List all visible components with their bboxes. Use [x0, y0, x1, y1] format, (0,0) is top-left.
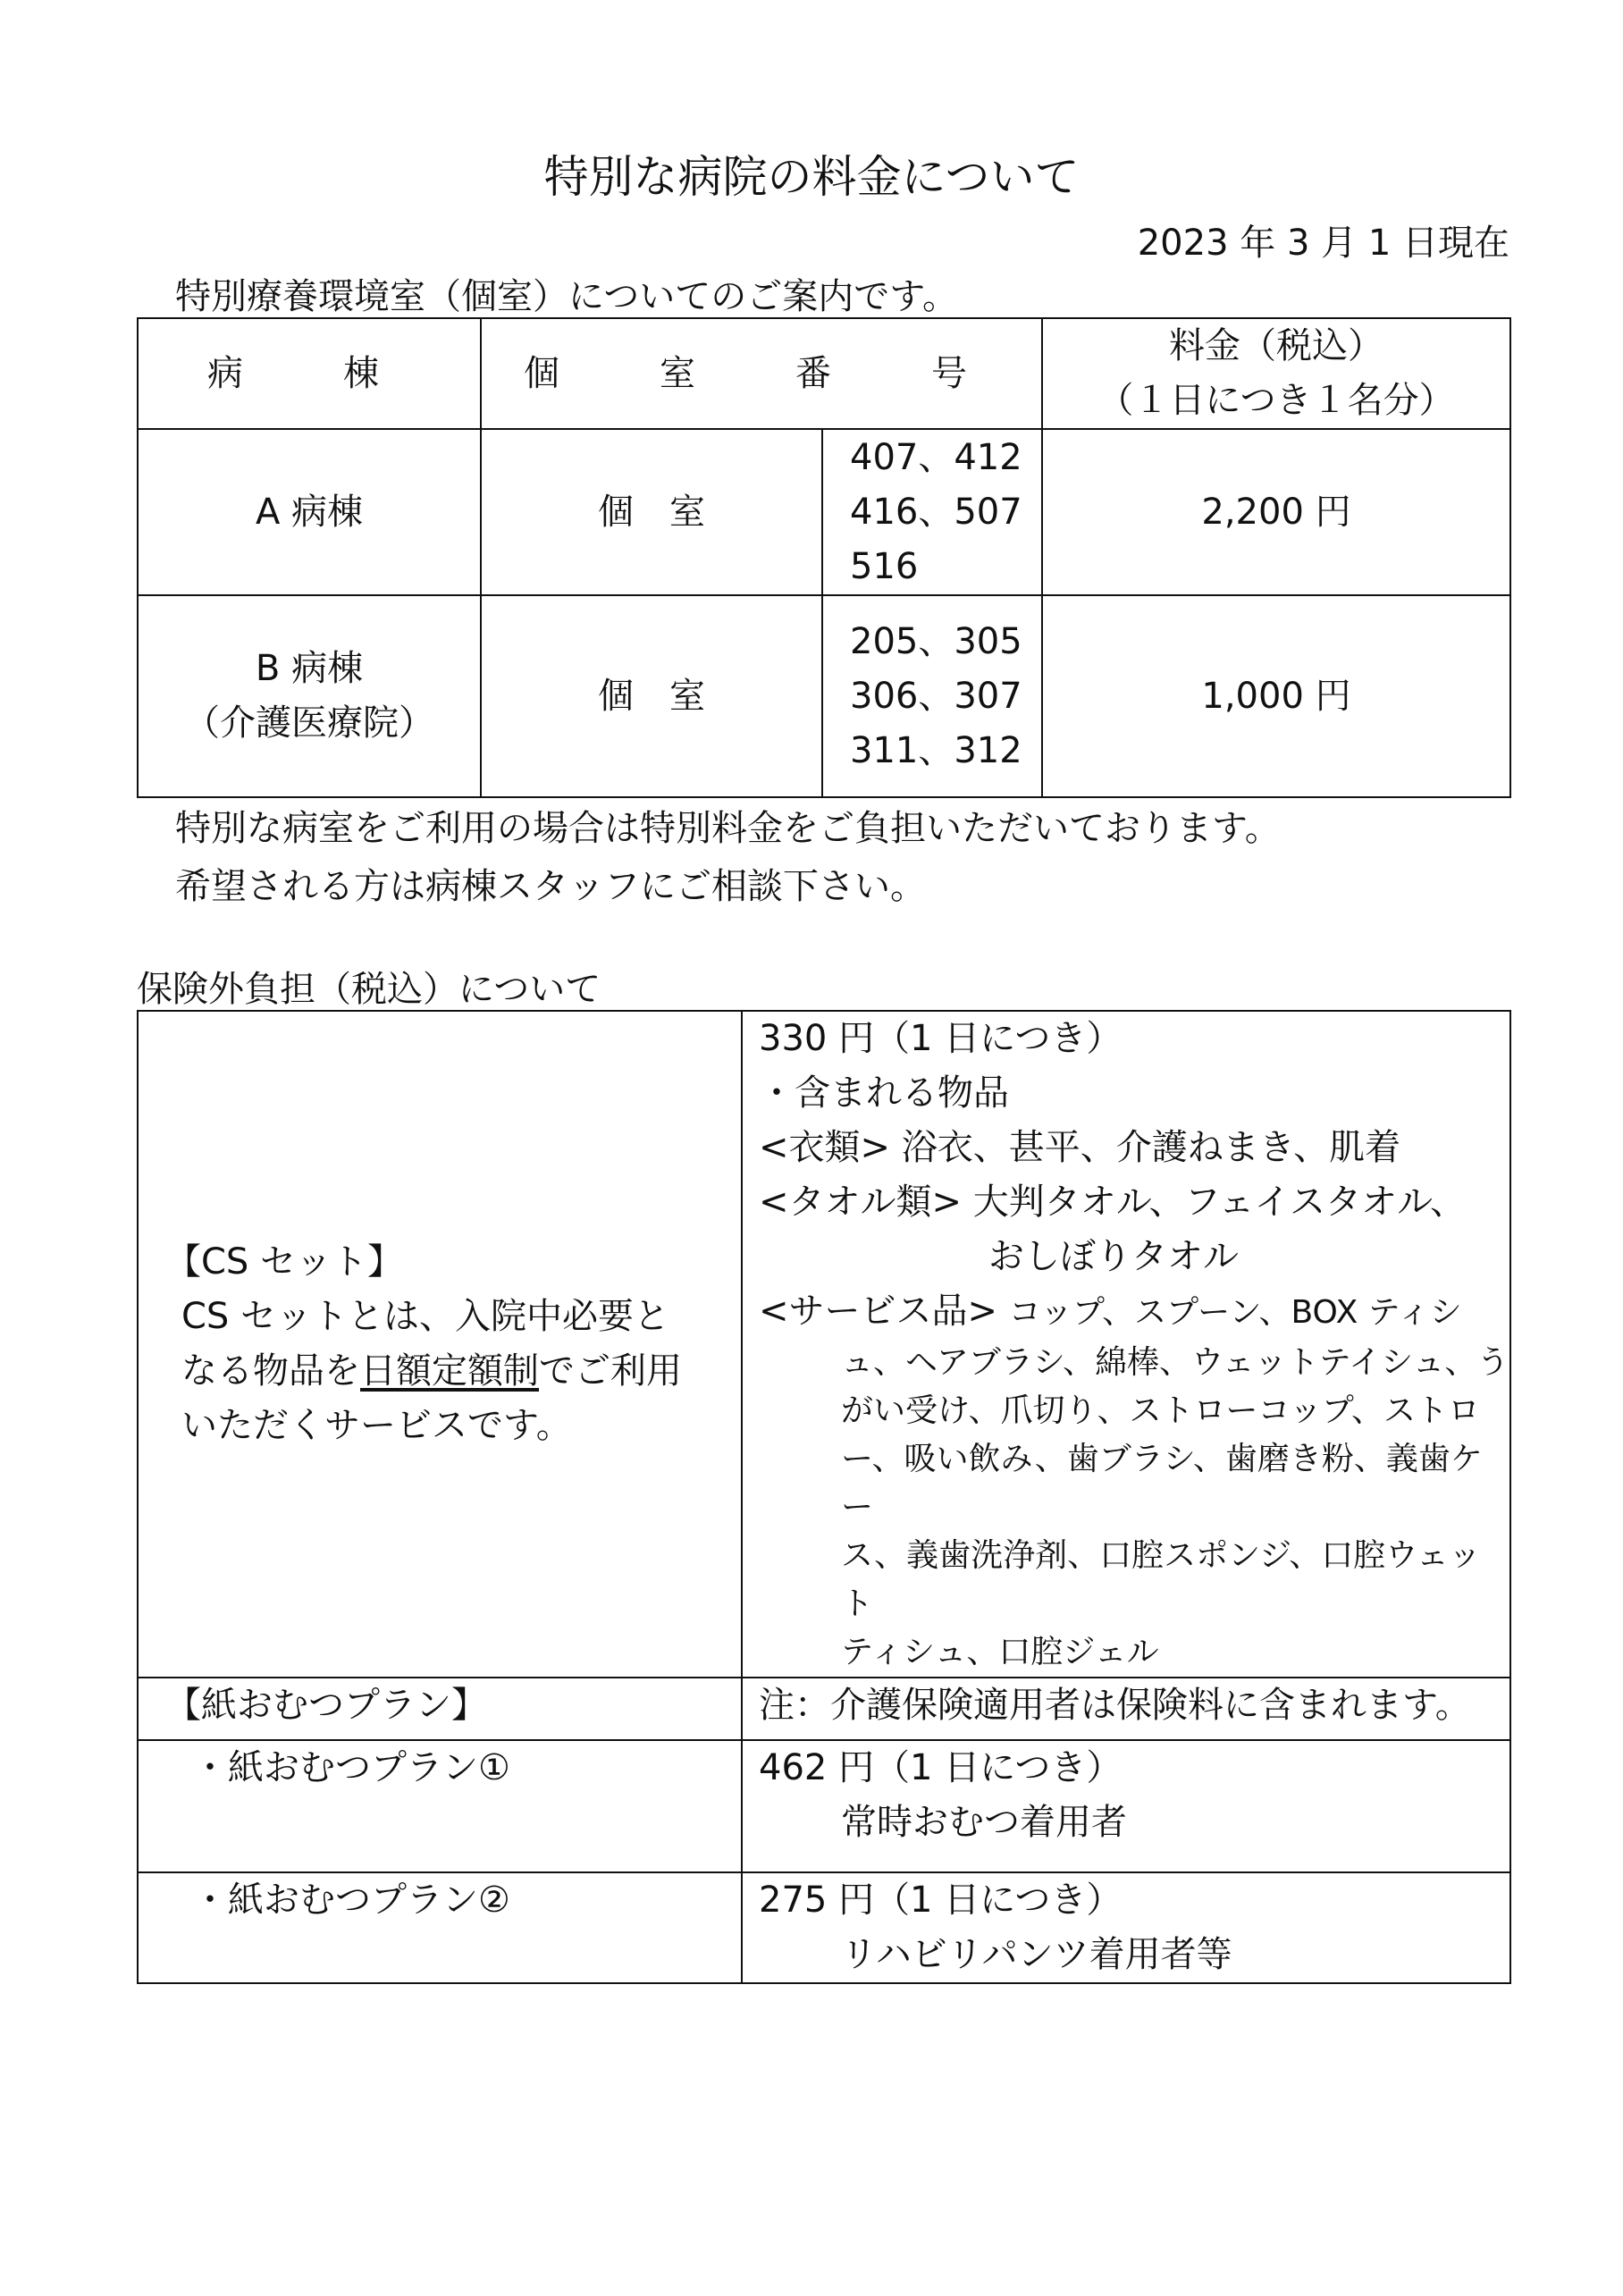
service-line: <サービス品> コップ、スプーン、BOX ティシ: [759, 1291, 1462, 1332]
diaper-plan-name: ・紙おむつプラン②: [138, 1872, 742, 1983]
cs-set-description: CS セットとは、入院中必要と なる物品を日額定額制でご利用 いただくサービスです。: [181, 1296, 682, 1446]
note-text: 希望される方は病棟スタッフにご相談下さい。: [175, 866, 926, 907]
diaper-plan-row: [138, 1872, 1510, 1983]
non-insurance-fee-table: [137, 1010, 1511, 1984]
cs-set-description-cell: [138, 1011, 742, 1678]
private-room-fee-table: [137, 317, 1511, 798]
header-room-number: 個 室 番 号: [481, 318, 1042, 429]
towel-line-2: おしぼりタオル: [988, 1236, 1239, 1277]
towel-line: <タオル類> 大判タオル、フェイスタオル、: [759, 1182, 1466, 1223]
header-ward: 病 棟: [138, 318, 481, 429]
room-type-cell: 個 室: [481, 429, 822, 595]
page-title: 特別な病院の料金について: [543, 151, 1080, 203]
diaper-plan-details: 462 円（1 日につき） 常時おむつ着用者: [742, 1740, 1510, 1872]
diaper-note: 注：介護保険適用者は保険料に含まれます。: [742, 1678, 1510, 1740]
diaper-heading-row: [138, 1678, 1510, 1740]
diaper-heading: 【紙おむつプラン】: [138, 1678, 742, 1740]
section-heading: 保険外負担（税込）について: [137, 969, 601, 1010]
fee-cell: 2,200 円: [1042, 429, 1510, 595]
table-row: [138, 595, 1510, 797]
diaper-plan-row: [138, 1740, 1510, 1872]
room-intro-text: 特別療養環境室（個室）についてのご案内です。: [175, 276, 958, 317]
room-type-cell: 個 室: [481, 595, 822, 797]
cs-set-row: [138, 1011, 1510, 1678]
table-row: [138, 429, 1510, 595]
fee-cell: 1,000 円: [1042, 595, 1510, 797]
clothes-line: <衣類> 浴衣、甚平、介護ねまき、肌着: [759, 1127, 1401, 1168]
service-items: ュ、ヘアブラシ、綿棒、ウェットテイシュ、う がい受け、爪切り、ストローコップ、ストロ ー、吸い飲み、歯ブラシ、歯磨き粉、義歯ケー ス、義歯洗浄剤、口腔スポンジ、口腔ウェット ティシュ、口腔ジェル: [841, 1344, 1509, 1670]
table-header-row: [138, 318, 1510, 429]
included-items-label: ・含まれる物品: [759, 1072, 1009, 1114]
ward-cell: B 病棟 （介護医療院）: [138, 595, 481, 797]
cs-set-price: 330 円（1 日につき）: [759, 1018, 1123, 1059]
cs-set-details-cell: [742, 1011, 1510, 1678]
ward-cell: A 病棟: [138, 429, 481, 595]
room-numbers-cell: 205、305 306、307 311、312: [822, 595, 1042, 797]
diaper-plan-name: ・紙おむつプラン①: [138, 1740, 742, 1872]
diaper-plan-details: 275 円（1 日につき） リハビリパンツ着用者等: [742, 1872, 1510, 1983]
header-fee: 料金（税込） （１日につき１名分）: [1042, 318, 1510, 429]
room-numbers-cell: 407、412 416、507 516: [822, 429, 1042, 595]
note-text: 特別な病室をご利用の場合は特別料金をご負担いただいております。: [175, 808, 1281, 849]
cs-set-heading: 【CS セット】: [165, 1241, 404, 1283]
effective-date: 2023 年 3 月 1 日現在: [1137, 223, 1509, 264]
